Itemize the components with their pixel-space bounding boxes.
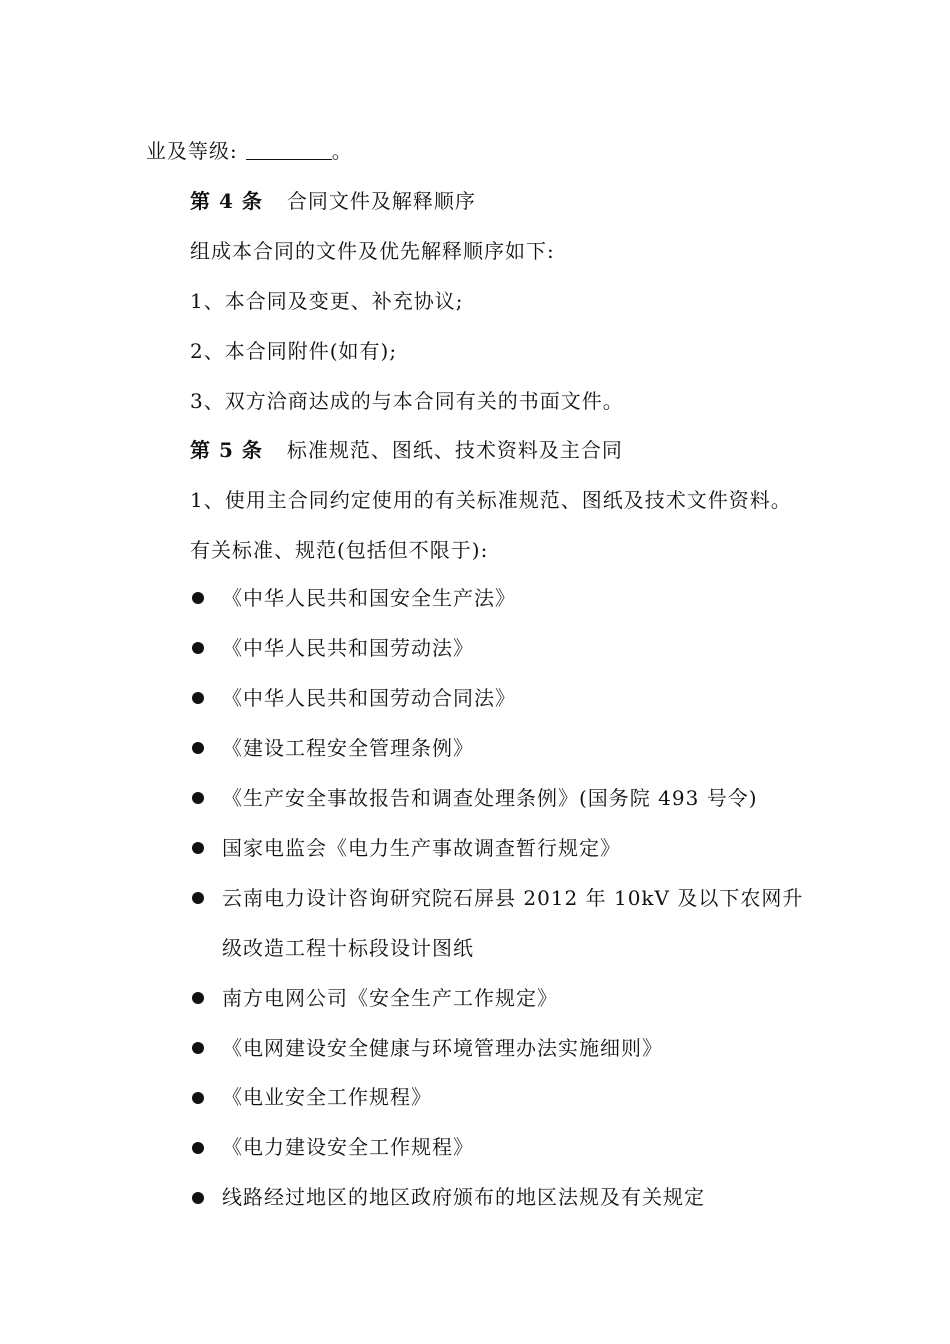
- bullet-icon: [192, 892, 204, 904]
- list-item: 《电业安全工作规程》: [222, 1085, 432, 1109]
- article-5-title: 标准规范、图纸、技术资料及主合同: [286, 438, 623, 462]
- list-item: 《生产安全事故报告和调查处理条例》(国务院 493 号令): [222, 786, 758, 810]
- grade-line-prefix: 业及等级:: [146, 139, 238, 163]
- standards-intro: 有关标准、规范(包括但不限于):: [190, 538, 489, 562]
- list-item: 云南电力设计咨询研究院石屏县 2012 年 10kV 及以下农网升: [222, 886, 804, 910]
- bullet-icon: [192, 1042, 204, 1054]
- article-4-title: 合同文件及解释顺序: [286, 189, 476, 213]
- bullet-icon: [192, 792, 204, 804]
- list-item: 《中华人民共和国安全生产法》: [222, 586, 516, 610]
- list-item: 《电网建设安全健康与环境管理办法实施细则》: [222, 1036, 663, 1060]
- list-item-continuation: 级改造工程十标段设计图纸: [222, 936, 474, 960]
- article-4-item-3: 3、双方洽商达成的与本合同有关的书面文件。: [190, 389, 624, 413]
- grade-blank-field[interactable]: [246, 139, 332, 160]
- list-item: 线路经过地区的地区政府颁布的地区法规及有关规定: [222, 1185, 705, 1209]
- bullet-icon: [192, 992, 204, 1004]
- list-item: 国家电监会《电力生产事故调查暂行规定》: [222, 836, 621, 860]
- bullet-icon: [192, 1192, 204, 1204]
- list-item: 南方电网公司《安全生产工作规定》: [222, 986, 558, 1010]
- bullet-icon: [192, 642, 204, 654]
- bullet-icon: [192, 1142, 204, 1154]
- article-5-label: 第 5 条: [190, 438, 263, 462]
- list-item: 《中华人民共和国劳动合同法》: [222, 686, 516, 710]
- article-4-item-2: 2、本合同附件(如有);: [190, 339, 398, 363]
- list-item: 《中华人民共和国劳动法》: [222, 636, 474, 660]
- bullet-icon: [192, 842, 204, 854]
- bullet-icon: [192, 1092, 204, 1104]
- list-item: 《建设工程安全管理条例》: [222, 736, 474, 760]
- bullet-icon: [192, 742, 204, 754]
- grade-line-suffix: 。: [331, 139, 353, 163]
- bullet-icon: [192, 592, 204, 604]
- bullet-icon: [192, 692, 204, 704]
- article-4-intro: 组成本合同的文件及优先解释顺序如下:: [190, 239, 555, 263]
- list-item: 《电力建设安全工作规程》: [222, 1135, 474, 1159]
- article-4-label: 第 4 条: [190, 189, 263, 213]
- grade-line: [146, 137, 353, 165]
- article-4-item-1: 1、本合同及变更、补充协议;: [190, 289, 464, 313]
- article-5-item-1: 1、使用主合同约定使用的有关标准规范、图纸及技术文件资料。: [190, 488, 792, 512]
- article-5-heading: [190, 436, 623, 464]
- article-4-heading: [190, 187, 476, 215]
